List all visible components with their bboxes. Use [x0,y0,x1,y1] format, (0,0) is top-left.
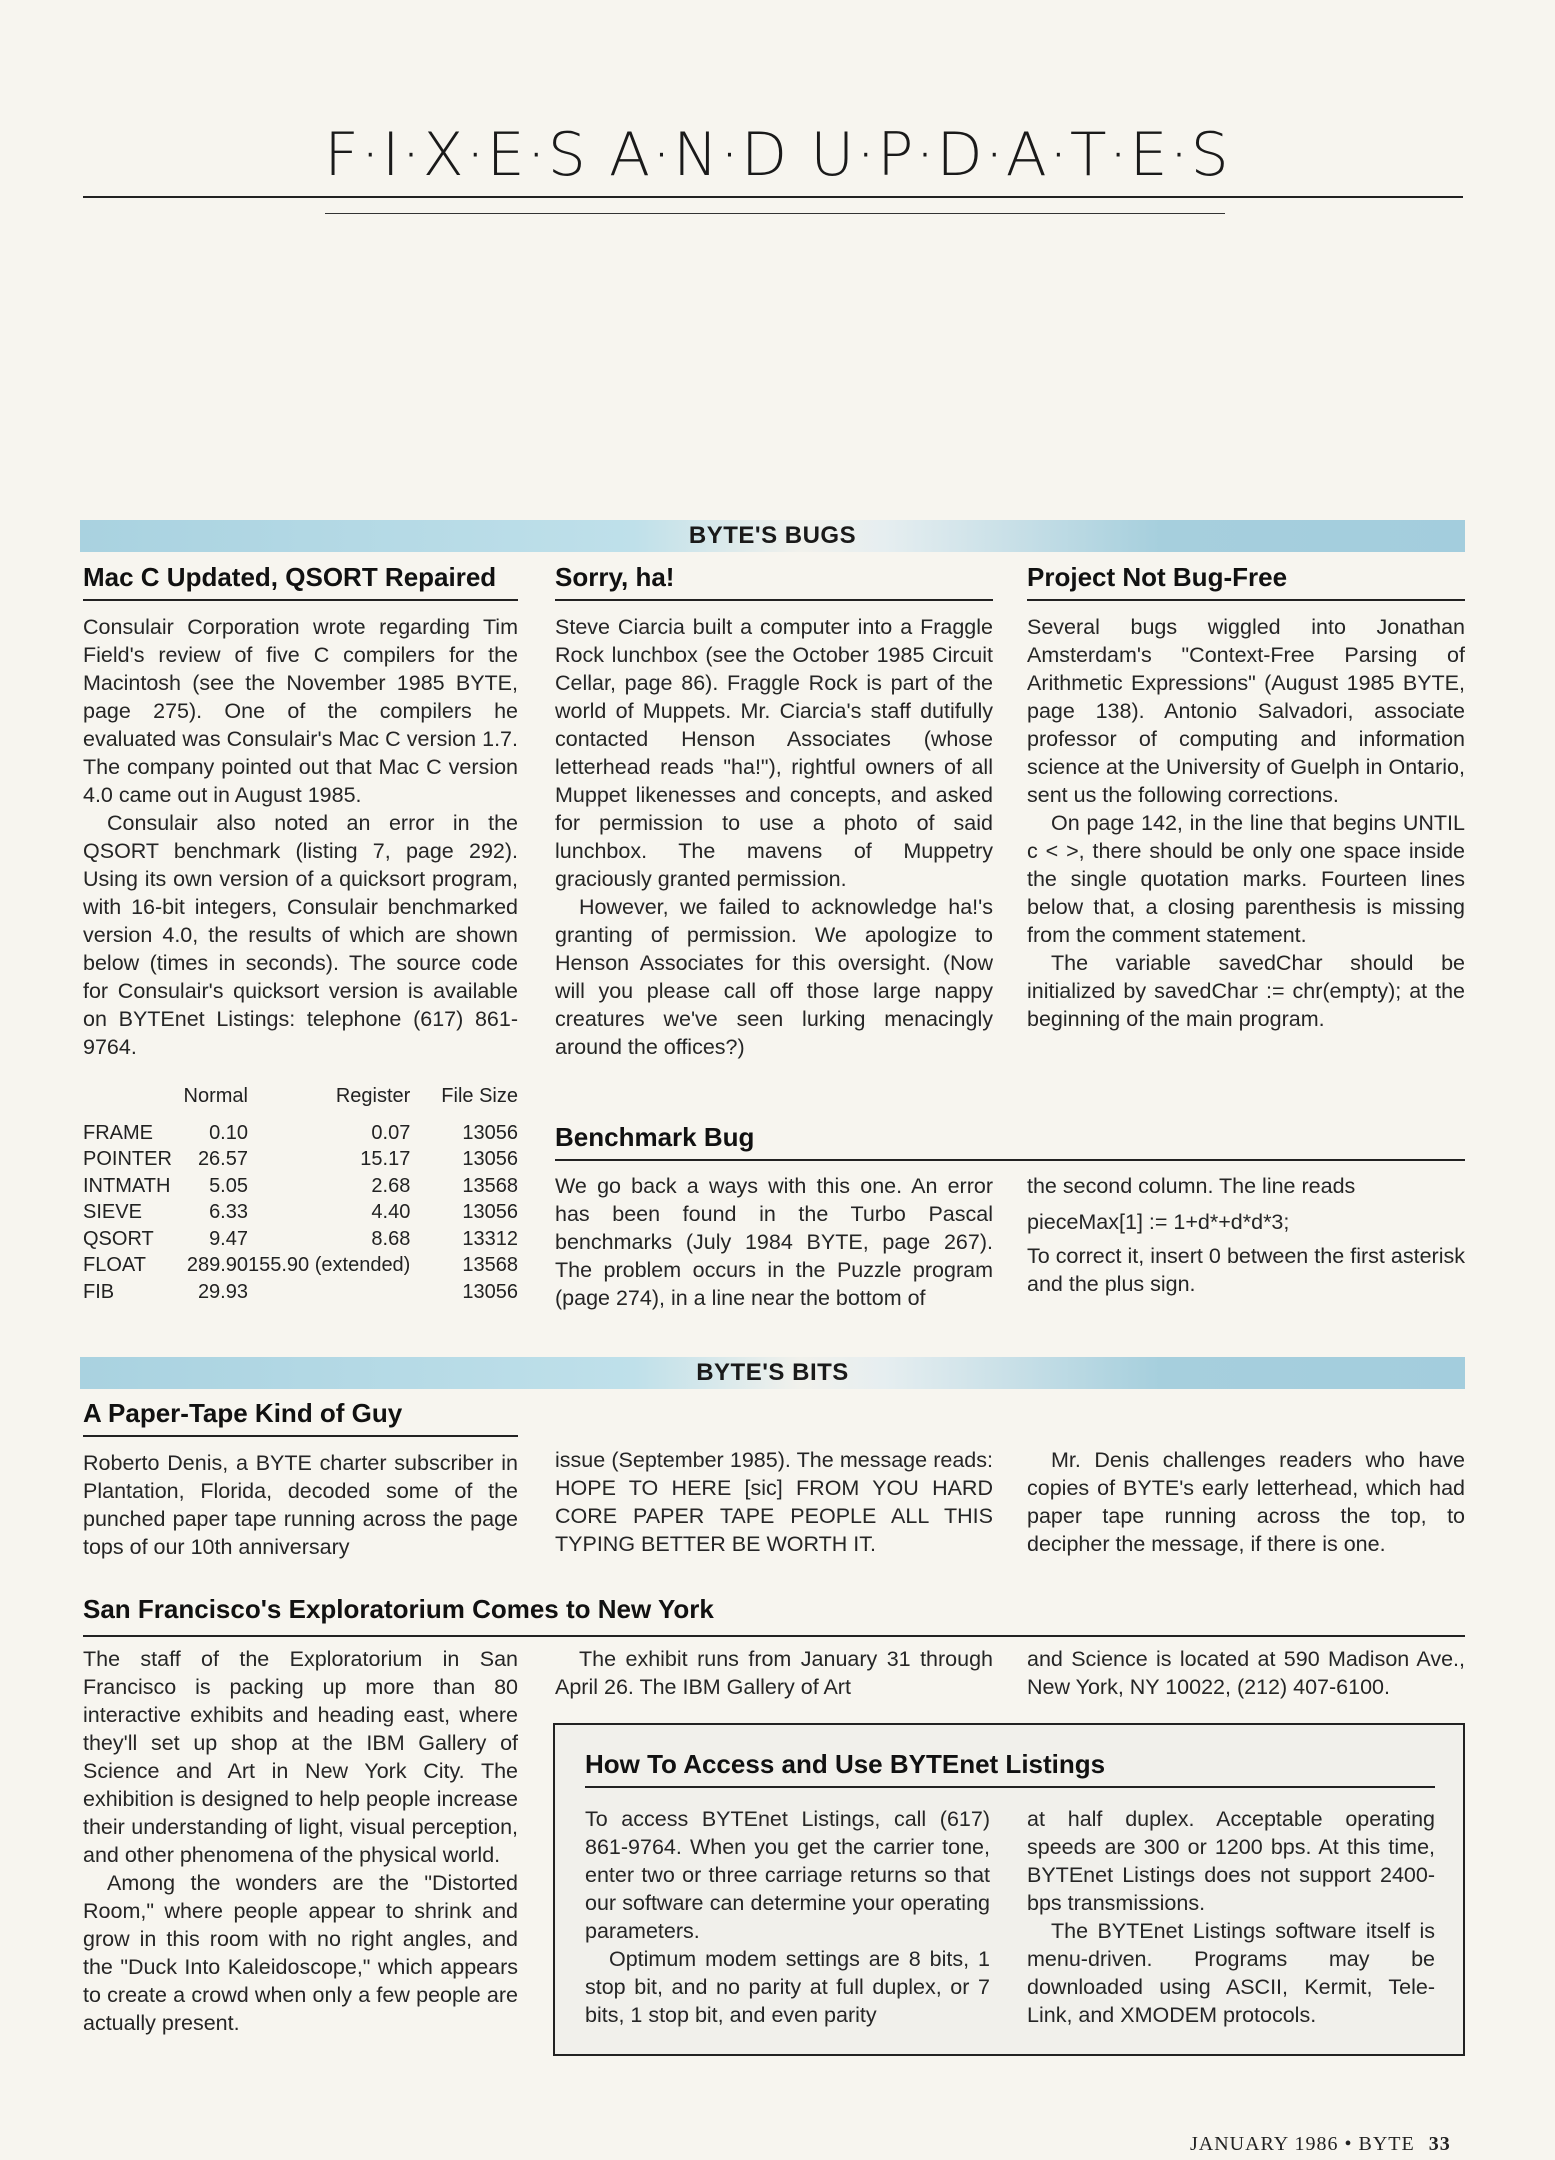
table-cell: POINTER [83,1148,172,1170]
table-cell: QSORT [83,1227,154,1250]
article-exploratorium-p2: Among the wonders are the "Distorted Room," where people appear to shrink and grow in this room with no right angles, and the "Duck Into Kaleidoscope," which appears to create a crowd when only a few people are actually present. [83,1871,518,2035]
article-exploratorium-col1 [83,1645,518,2037]
table-cell: 13056 [462,1201,518,1223]
article-paper-tape-col2 [555,1418,993,1558]
table-cell [248,1279,410,1306]
article-benchmark-col2 [1027,1172,1465,1298]
table-cell: 4.40 [371,1201,411,1223]
bytenet-box-col2 [1027,1805,1435,2029]
bits-section-band [80,1357,1465,1389]
table-row [83,1199,518,1226]
title-rule-thin [325,213,1225,214]
footer-issue: JANUARY 1986 • BYTE [1190,2133,1415,2155]
table-cell: 2.68 [371,1174,411,1197]
article-exploratorium-p3: The exhibit runs from January 31 through April 26. The IBM Gallery of Art [555,1647,993,1699]
article-exploratorium-p4: and Science is located at 590 Madison Ave., New York, NY 10022, (212) 407-6100. [1027,1647,1465,1699]
article-mac-c [83,562,518,1305]
bytenet-box-p2: Optimum modem settings are 8 bits, 1 stop bit, and no parity at full duplex, or 7 bits, 1 stop bit, and even parity [585,1947,990,2027]
table-header-cell [83,1083,178,1110]
article-mac-c-p1: Consulair Corporation wrote regarding Tim Field's review of five C compilers for the Macintosh (see the November 1985 BYTE, page 275). One of the compilers he evaluated was Consulair's Mac C version 1.7. The company pointed out that Mac C version 4.0 came out in August 1985. [83,615,518,807]
table-cell: 8.68 [371,1227,411,1250]
table-cell: 15.17 [360,1148,411,1170]
table-cell: 29.93 [197,1280,248,1303]
table-row [83,1252,518,1279]
page-footer [1190,2133,1451,2156]
article-project-p3: The variable savedChar should be initialized by savedChar := chr(empty); at the beginning of the main program. [1027,951,1465,1031]
article-benchmark-title: Benchmark Bug [555,1122,1465,1161]
table-row [83,1120,518,1147]
table-header-cell: Register [335,1085,411,1107]
article-benchmark-p3: To correct it, insert 0 between the first asterisk and the plus sign. [1027,1244,1465,1296]
article-exploratorium-col3 [1027,1645,1465,1701]
benchmark-table [83,1083,518,1305]
table-cell: SIEVE [83,1201,142,1223]
article-paper-tape-p2: issue (September 1985). The message reads: HOPE TO HERE [sic] FROM YOU HARD CORE PAPER TAPE PEOPLE ALL THIS TYPING BETTER BE WORTH IT. [555,1448,993,1556]
code-line: pieceMax[1] := 1+d*+d*d*3; [1027,1210,1290,1234]
article-sorry-p1: Steve Ciarcia built a computer into a Fraggle Rock lunchbox (see the October 1985 Circuit Cellar, page 86). Fraggle Rock is part of the world of Muppets. Mr. Ciarcia's staff dutifully contacted Henson Associates (whose letterhead reads "ha!"), rightful owners of all Muppet likenesses and concepts, and asked for permission to use a photo of said lunchbox. The mavens of Muppetry graciously granted permission. [555,615,993,891]
bytenet-box-header [585,1749,1435,1800]
table-cell: 0.07 [371,1121,411,1144]
article-paper-tape-title: A Paper-Tape Kind of Guy [83,1398,518,1437]
article-mac-c-p2: Consulair also noted an error in the QSORT benchmark (listing 7, page 292). Using its own version of a quicksort program, with 16-bit integers, Consulair benchmarked version 4.0, the results of which are shown below (times in seconds). The source code for Consulair's quicksort version is available on BYTEnet Listings: telephone (617) 861-9764. [83,811,518,1059]
article-paper-tape [83,1398,518,1561]
article-paper-tape-p3: Mr. Denis challenges readers who have copies of BYTE's early letterhead, which had paper tape running across the top, to decipher the message, if there is one. [1027,1448,1465,1556]
article-sorry-p2: However, we failed to acknowledge ha!'s granting of permission. We apologize to Henson Associates for this oversight. (Now will you please call off those large nappy creatures we've seen lurking menacingly around the offices?) [555,895,993,1059]
table-cell: 9.47 [209,1227,248,1250]
article-paper-tape-col3 [1027,1418,1465,1558]
table-cell: 6.33 [209,1201,248,1223]
article-project [1027,562,1465,1033]
table-header-cell: File Size [441,1085,518,1107]
table-cell: 289.90 [186,1254,248,1276]
table-row [83,1226,518,1253]
bugs-section-label: BYTE'S BUGS [688,522,857,549]
table-cell: 13056 [462,1280,518,1303]
article-sorry-title: Sorry, ha! [555,562,993,601]
article-paper-tape-p1: Roberto Denis, a BYTE charter subscriber in Plantation, Florida, decoded some of the punched paper tape running across the page tops of our 10th anniversary [83,1451,518,1559]
table-cell: 0.10 [209,1121,248,1144]
bugs-section-band [80,520,1465,552]
table-row [83,1173,518,1200]
article-exploratorium-title: San Francisco's Exploratorium Comes to New York [83,1594,714,1624]
title-rule-thick [83,196,1463,198]
table-row [83,1146,518,1173]
article-project-p2: On page 142, in the line that begins UNTIL c < >, there should be only one space inside the single quotation marks. Fourteen lines below that, a closing parenthesis is missing from the comment statement. [1027,811,1465,947]
article-mac-c-title: Mac C Updated, QSORT Repaired [83,562,518,601]
table-cell: INTMATH [83,1174,171,1197]
bytenet-box-p3: at half duplex. Acceptable operating speeds are 300 or 1200 bps. At this time, BYTEnet Listings does not support 2400-bps transmissions. [1027,1807,1435,1915]
bytenet-box-col1 [585,1805,990,2029]
article-exploratorium-col2 [555,1645,993,1701]
table-cell: 155.90 (extended) [248,1254,411,1276]
table-cell: 26.57 [197,1148,248,1170]
table-cell: 5.05 [209,1174,248,1197]
table-cell: 13056 [462,1121,518,1144]
benchmark-table-header [83,1083,518,1110]
bytenet-box-p4: The BYTEnet Listings software itself is menu-driven. Programs may be downloaded using ASCII, Kermit, Tele-Link, and XMODEM protocols. [1027,1919,1435,2027]
table-cell: 13056 [462,1148,518,1170]
bytenet-box-title: How To Access and Use BYTEnet Listings [585,1749,1435,1788]
bytenet-box-p1: To access BYTEnet Listings, call (617) 861-9764. When you get the carrier tone, enter two or three carriage returns so that our software can determine your operating parameters. [585,1807,990,1943]
exploratorium-rule [83,1635,1465,1637]
table-cell: 13568 [462,1254,518,1276]
table-cell: FIB [83,1280,115,1303]
table-cell: FRAME [83,1121,153,1144]
table-cell: 13568 [462,1174,518,1197]
table-header-cell: Normal [183,1085,248,1107]
table-cell: 13312 [462,1227,518,1250]
article-benchmark-col1 [555,1172,993,1312]
article-sorry [555,562,993,1061]
article-exploratorium-title-wrap [83,1594,783,1631]
page-title: F·I·X·E·S A·N·D U·P·D·A·T·E·S [324,120,1231,190]
bits-section-label: BYTE'S BITS [696,1359,849,1386]
article-project-title: Project Not Bug-Free [1027,562,1465,601]
page-number: 33 [1428,2133,1451,2155]
article-benchmark-p1: We go back a ways with this one. An error has been found in the Turbo Pascal benchmarks (July 1984 BYTE, page 267). The problem occurs in the Puzzle program (page 274), in a line near the bottom of [555,1174,993,1310]
table-row [83,1279,518,1306]
article-benchmark [555,1122,1465,1173]
article-benchmark-p2: the second column. The line reads [1027,1174,1356,1198]
article-exploratorium-p1: The staff of the Exploratorium in San Francisco is packing up more than 80 interactive exhibits and heading east, where they'll set up shop at the IBM Gallery of Science and Art in New York City. The exhibition is designed to help people increase their understanding of light, visual perception, and other phenomena of the physical world. [83,1647,518,1867]
article-project-p1: Several bugs wiggled into Jonathan Amsterdam's "Context-Free Parsing of Arithmetic Expressions" (August 1985 BYTE, page 138). Antonio Salvadori, associate professor of computing and information science at the University of Guelph in Ontario, sent us the following corrections. [1027,615,1465,807]
bytenet-box [553,1723,1465,2056]
table-cell: FLOAT [83,1254,146,1276]
